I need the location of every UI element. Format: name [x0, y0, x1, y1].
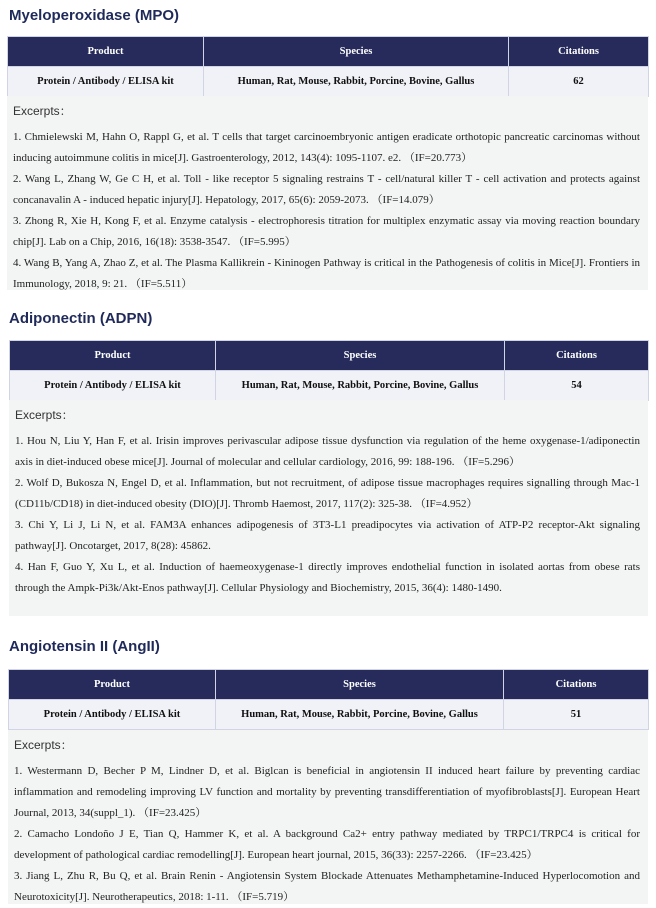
section-title: Angiotensin II (AngII) — [9, 638, 160, 655]
reference-list — [13, 127, 640, 295]
citations-cell: 62 — [509, 67, 649, 97]
product-table — [7, 36, 649, 97]
citations-cell: 51 — [504, 700, 649, 730]
table-row — [10, 371, 649, 401]
header-product: Product — [10, 341, 216, 371]
product-cell: Protein / Antibody / ELISA kit — [9, 700, 216, 730]
reference-item: 1. Chmielewski M, Hahn O, Rappl G, et al. T cells that target carcinoembryonic antigen eradicate orthotopic pancreatic carcinomas without inducing autoimmune colitis in mice[J]. Gastroenterology, 2012, 143(4): 1095-1107. e2. （IF=20.773） — [13, 131, 640, 164]
product-table — [9, 340, 649, 401]
product-cell: Protein / Antibody / ELISA kit — [10, 371, 216, 401]
header-citations: Citations — [509, 37, 649, 67]
header-citations: Citations — [504, 670, 649, 700]
header-species: Species — [204, 37, 509, 67]
reference-item: 1. Hou N, Liu Y, Han F, et al. Irisin improves perivascular adipose tissue dysfunction via regulation of the heme oxygenase-1/adiponectin axis in diet-induced obese mice[J]. Journal of molecular and cellular cardiology, 2016, 99: 188-196. （IF=5.296） — [15, 435, 640, 468]
species-cell: Human, Rat, Mouse, Rabbit, Porcine, Bovine, Gallus — [216, 371, 505, 401]
excerpts-label: Excerpts： — [13, 104, 72, 118]
table-header-row — [9, 670, 649, 700]
citations-cell: 54 — [505, 371, 649, 401]
header-product: Product — [9, 670, 216, 700]
excerpts-box — [8, 730, 648, 904]
table-row — [9, 700, 649, 730]
section-title: Myeloperoxidase (MPO) — [9, 7, 180, 24]
species-cell: Human, Rat, Mouse, Rabbit, Porcine, Bovine, Gallus — [204, 67, 509, 97]
reference-item: 4. Wang B, Yang A, Zhao Z, et al. The Plasma Kallikrein - Kininogen Pathway is critical in the Pathogenesis of colitis in Mice[J]. Frontiers in Immunology, 2018, 9: 21. （IF=5.511） — [13, 257, 640, 290]
product-table — [8, 669, 649, 730]
excerpts-box — [9, 400, 648, 616]
reference-item: 2. Wang L, Zhang W, Ge C H, et al. Toll - like receptor 5 signaling restrains T - cell/natural killer T - cell activation and protects against concanavalin A - induced hepatic injury[J]. Hepatology, 2017, 65(6): 2059-2073. （IF=14.079） — [13, 173, 640, 206]
reference-list — [15, 431, 640, 599]
table-row — [8, 67, 649, 97]
reference-list — [14, 761, 640, 908]
reference-item: 3. Zhong R, Xie H, Kong F, et al. Enzyme catalysis - electrophoresis titration for multiplex enzymatic assay via moving reaction boundary chip[J]. Lab on a Chip, 2016, 16(18): 3538-3547. （IF=5.995） — [13, 215, 640, 248]
reference-item: 2. Camacho Londoño J E, Tian Q, Hammer K, et al. A background Ca2+ entry pathway mediated by TRPC1/TRPC4 is critical for development of pathological cardiac remodelling[J]. European heart journal, 2015, 36(33): 2257-2266. （IF=23.425） — [14, 828, 640, 861]
product-cell: Protein / Antibody / ELISA kit — [8, 67, 204, 97]
excerpts-label: Excerpts： — [15, 408, 74, 422]
excerpts-label: Excerpts： — [14, 738, 73, 752]
table-header-row — [10, 341, 649, 371]
reference-item: 1. Westermann D, Becher P M, Lindner D, et al. Biglcan is beneficial in angiotensin II induced heart failure by preventing cardiac inflammation and remodeling improving LV function and mortality by preventing transdifferentiation of myofibroblasts[J]. European Heart Journal, 2013, 34(suppl_1). （IF=23.425） — [14, 765, 640, 819]
reference-item: 3. Chi Y, Li J, Li N, et al. FAM3A enhances adipogenesis of 3T3-L1 preadipocytes via activation of ATP-P2 receptor-Akt signaling pathway[J]. Oncotarget, 2017, 8(28): 45862. — [15, 519, 640, 552]
section-title: Adiponectin (ADPN) — [9, 310, 153, 327]
excerpts-box — [7, 96, 648, 290]
reference-item: 3. Jiang L, Zhu R, Bu Q, et al. Brain Renin - Angiotensin System Blockade Attenuates Methamphetamine-Induced Hyperlocomotion and Neurotoxicity[J]. Neurotherapeutics, 2018: 1-11. （IF=5.719） — [14, 870, 640, 903]
header-species: Species — [216, 670, 504, 700]
header-species: Species — [216, 341, 505, 371]
header-product: Product — [8, 37, 204, 67]
table-header-row — [8, 37, 649, 67]
reference-item: 2. Wolf D, Bukosza N, Engel D, et al. Inflammation, but not recruitment, of adipose tissue macrophages requires signalling through Mac-1 (CD11b/CD18) in diet-induced obesity (DIO)[J]. Thromb Haemost, 2017, 117(2): 325-38. （IF=4.952） — [15, 477, 640, 510]
species-cell: Human, Rat, Mouse, Rabbit, Porcine, Bovine, Gallus — [216, 700, 504, 730]
reference-item: 4. Han F, Guo Y, Xu L, et al. Induction of haemeoxygenase-1 directly improves endothelial function in isolated aortas from obese rats through the Ampk-Pi3k/Akt-Enos pathway[J]. Cellular Physiology and Biochemistry, 2015, 36(4): 1480-1490. — [15, 561, 640, 594]
header-citations: Citations — [505, 341, 649, 371]
